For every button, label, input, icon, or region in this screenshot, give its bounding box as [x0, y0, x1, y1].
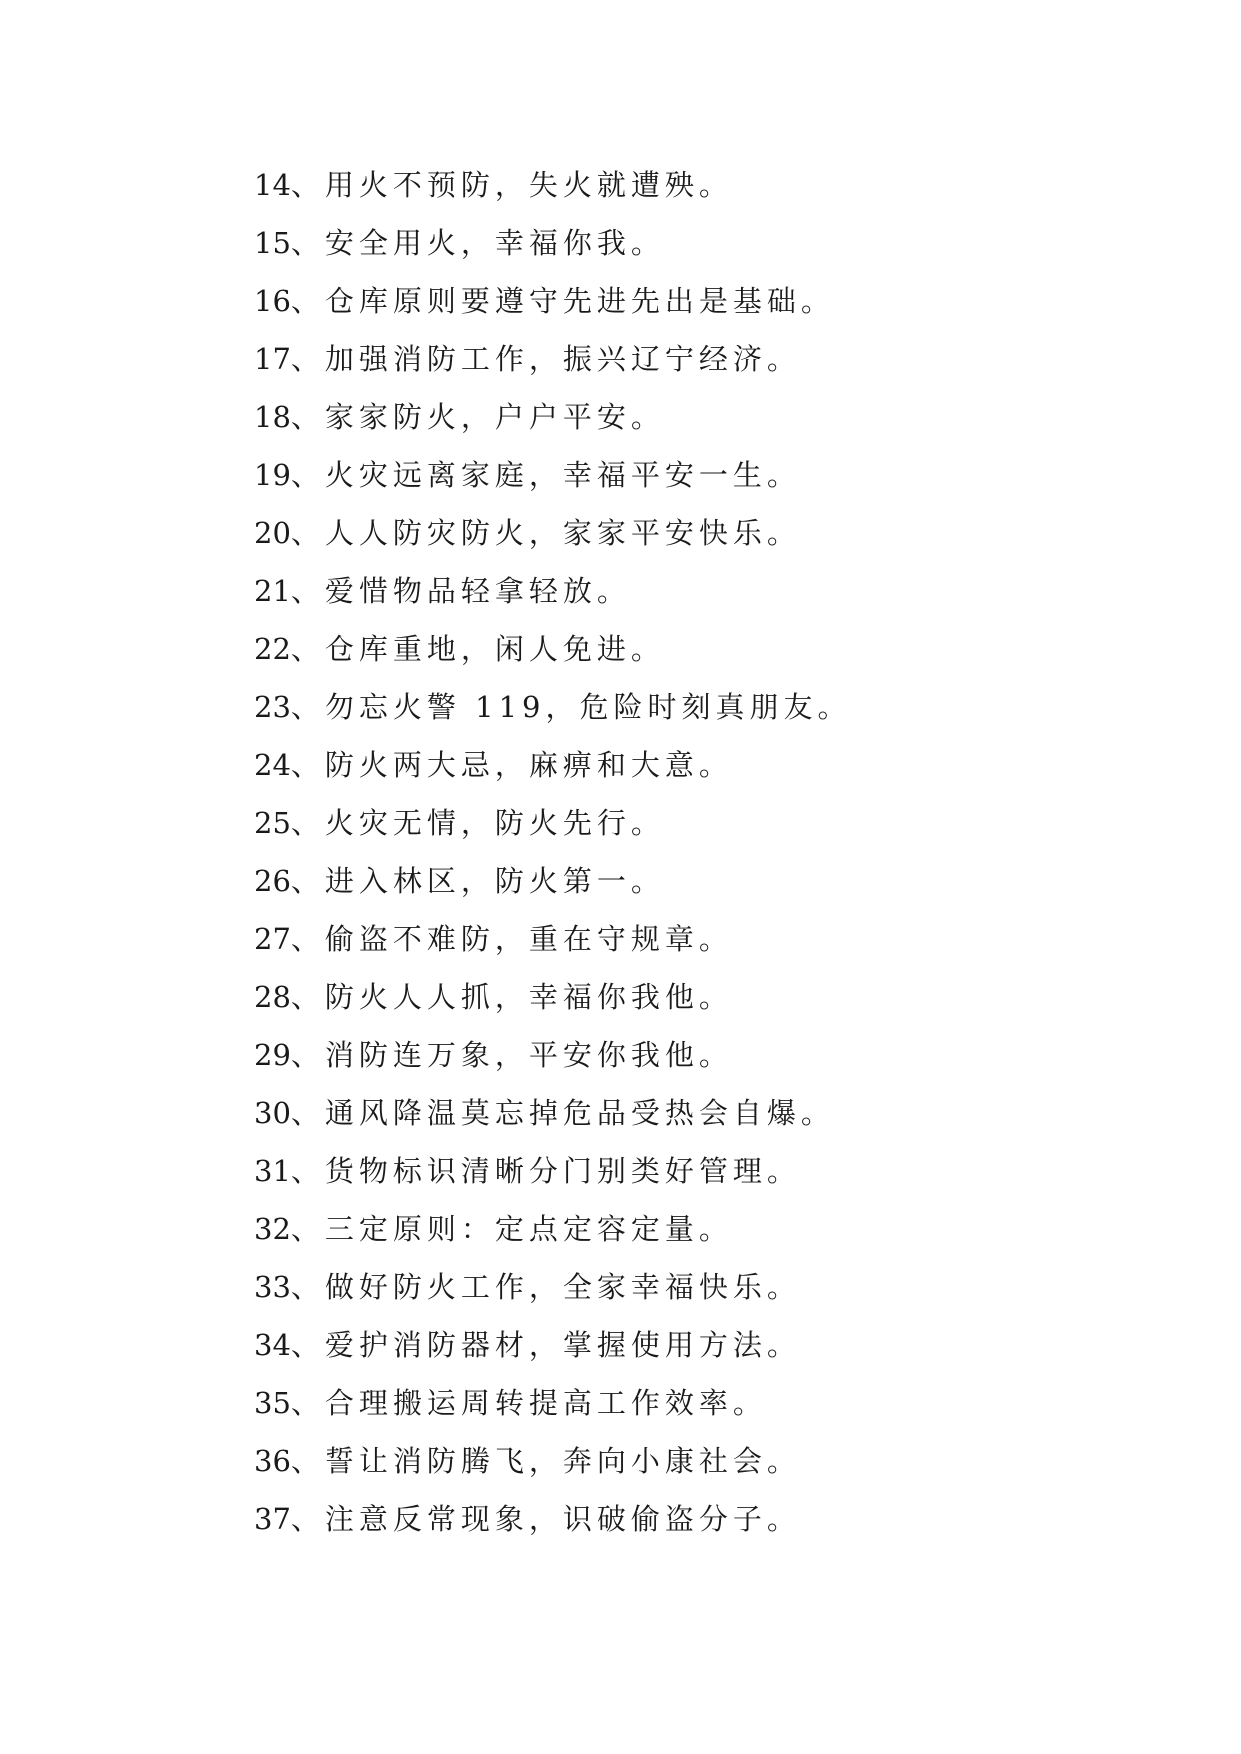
item-number: 31 [254, 1154, 291, 1188]
slogan-list [254, 156, 852, 1548]
item-text: 勿忘火警 119，危险时刻真朋友。 [324, 690, 852, 724]
item-text: 火灾远离家庭，幸福平安一生。 [324, 458, 801, 492]
item-text: 加强消防工作，振兴辽宁经济。 [324, 342, 801, 376]
item-separator: 、 [290, 1096, 325, 1130]
item-separator: 、 [290, 226, 325, 260]
list-item [254, 330, 852, 388]
item-separator: 、 [290, 864, 325, 898]
item-text: 防火人人抓，幸福你我他。 [324, 980, 733, 1014]
item-number: 20 [254, 516, 291, 550]
item-text: 偷盗不难防，重在守规章。 [324, 922, 733, 956]
item-number: 24 [254, 748, 291, 782]
item-number: 14 [254, 168, 291, 202]
list-item [254, 1316, 852, 1374]
list-item [254, 272, 852, 330]
list-item [254, 1026, 852, 1084]
item-separator: 、 [290, 806, 325, 840]
list-item [254, 214, 852, 272]
item-text: 人人防灾防火，家家平安快乐。 [324, 516, 801, 550]
item-text: 家家防火，户户平安。 [324, 400, 665, 434]
item-number: 35 [254, 1386, 291, 1420]
item-text: 做好防火工作，全家幸福快乐。 [324, 1270, 801, 1304]
item-text: 消防连万象，平安你我他。 [324, 1038, 733, 1072]
item-separator: 、 [290, 1038, 325, 1072]
list-item [254, 446, 852, 504]
item-text: 货物标识清晰分门别类好管理。 [324, 1154, 801, 1188]
item-text: 通风降温莫忘掉危品受热会自爆。 [324, 1096, 835, 1130]
list-item [254, 388, 852, 446]
list-item [254, 1432, 852, 1490]
item-separator: 、 [290, 1386, 325, 1420]
item-separator: 、 [290, 980, 325, 1014]
list-item [254, 1200, 852, 1258]
list-item [254, 504, 852, 562]
item-text: 用火不预防，失火就遭殃。 [324, 168, 733, 202]
item-separator: 、 [290, 1328, 325, 1362]
item-text: 爱惜物品轻拿轻放。 [324, 574, 631, 608]
item-separator: 、 [290, 458, 325, 492]
item-number: 19 [254, 458, 291, 492]
list-item [254, 910, 852, 968]
item-number: 30 [254, 1096, 291, 1130]
item-text: 爱护消防器材，掌握使用方法。 [324, 1328, 801, 1362]
item-number: 27 [254, 922, 291, 956]
item-text: 三定原则：定点定容定量。 [324, 1212, 733, 1246]
list-item [254, 794, 852, 852]
item-text: 火灾无情，防火先行。 [324, 806, 665, 840]
item-number: 23 [254, 690, 291, 724]
item-number: 37 [254, 1502, 291, 1536]
item-text: 安全用火，幸福你我。 [324, 226, 665, 260]
item-number: 32 [254, 1212, 291, 1246]
item-number: 16 [254, 284, 291, 318]
item-number: 25 [254, 806, 291, 840]
item-number: 36 [254, 1444, 291, 1478]
list-item [254, 1374, 852, 1432]
item-text: 进入林区，防火第一。 [324, 864, 665, 898]
list-item [254, 620, 852, 678]
item-separator: 、 [290, 168, 325, 202]
item-number: 18 [254, 400, 291, 434]
list-item [254, 852, 852, 910]
item-number: 15 [254, 226, 291, 260]
list-item [254, 1258, 852, 1316]
list-item [254, 1490, 852, 1548]
item-separator: 、 [290, 284, 325, 318]
item-separator: 、 [290, 342, 325, 376]
item-separator: 、 [290, 690, 325, 724]
item-number: 26 [254, 864, 291, 898]
list-item [254, 1142, 852, 1200]
item-number: 34 [254, 1328, 291, 1362]
list-item [254, 156, 852, 214]
item-text: 防火两大忌，麻痹和大意。 [324, 748, 733, 782]
item-text: 合理搬运周转提高工作效率。 [324, 1386, 767, 1420]
item-text: 仓库原则要遵守先进先出是基础。 [324, 284, 835, 318]
item-separator: 、 [290, 1444, 325, 1478]
item-separator: 、 [290, 1154, 325, 1188]
item-number: 29 [254, 1038, 291, 1072]
item-text: 誓让消防腾飞，奔向小康社会。 [324, 1444, 801, 1478]
item-separator: 、 [290, 1502, 325, 1536]
item-separator: 、 [290, 748, 325, 782]
item-separator: 、 [290, 574, 325, 608]
list-item [254, 1084, 852, 1142]
item-text: 注意反常现象，识破偷盗分子。 [324, 1502, 801, 1536]
item-separator: 、 [290, 1270, 325, 1304]
item-separator: 、 [290, 922, 325, 956]
list-item [254, 562, 852, 620]
list-item [254, 678, 852, 736]
item-separator: 、 [290, 1212, 325, 1246]
list-item [254, 968, 852, 1026]
item-number: 21 [254, 574, 291, 608]
item-number: 28 [254, 980, 291, 1014]
item-number: 17 [254, 342, 291, 376]
item-number: 22 [254, 632, 291, 666]
item-separator: 、 [290, 400, 325, 434]
list-item [254, 736, 852, 794]
item-text: 仓库重地，闲人免进。 [324, 632, 665, 666]
item-number: 33 [254, 1270, 291, 1304]
item-separator: 、 [290, 516, 325, 550]
item-separator: 、 [290, 632, 325, 666]
